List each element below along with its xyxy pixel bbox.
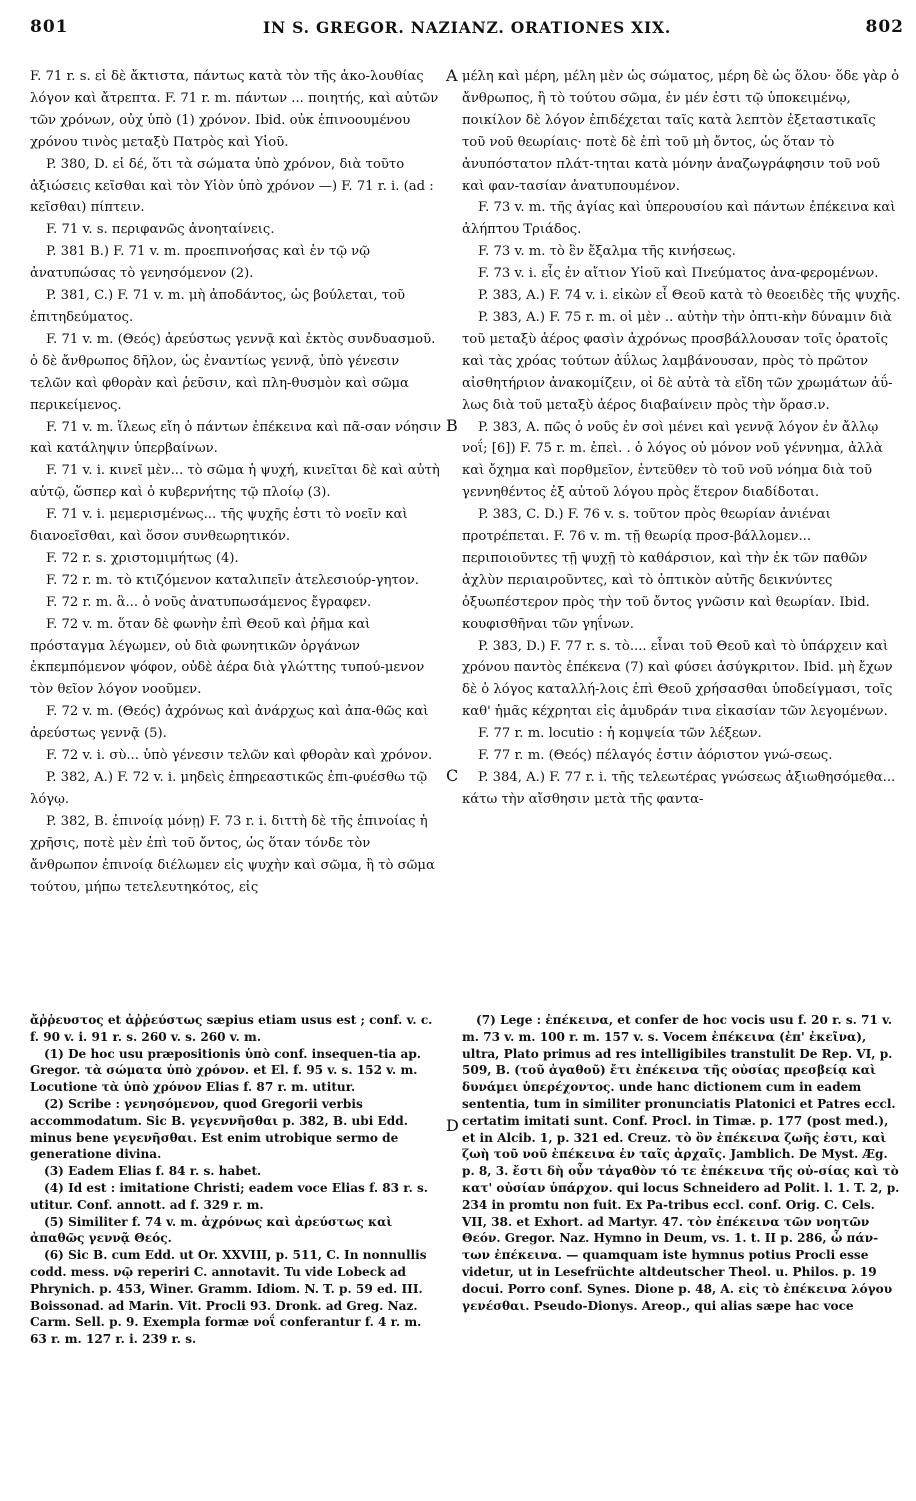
paragraph: P. 383, A. πῶς ὁ νοῦς ἐν σοὶ μένει καὶ γεννᾷ λόγον ἐν ἄλλῳ νοΐ; [6]) F. 75 r. m. ἐπεὶ. . ὁ λόγος οὐ μόνον νοῦ γέννημα, ἀλλὰ καὶ ὄχημα καὶ πορθμεῖον, ἐντεῦθεν τὸ τοῦ νοῦ νόημα διὰ τοῦ γεννηθέντος ἐξ αὐτοῦ λόγου πρὸς ἕτερον διαδίδοται. (462, 419, 883, 501)
paragraph: P. 383, A.) F. 74 v. i. εἰκὼν εἶ Θεοῦ κατὰ τὸ θεοειδὲς τῆς ψυχῆς. (478, 288, 901, 304)
margin-letter-d: D (446, 1116, 459, 1135)
running-title: IN S. GREGOR. NAZIANZ. ORATIONES XIX. (262, 17, 672, 37)
paragraph: P. 380, D. εἰ δέ, ὅτι τὰ σώματα ὑπὸ χρόνον, διὰ τοῦτο ἀξιώσεις κεῖσθαι καὶ τὸν Υἱὸν ὑπὸ χρόνον —) F. 71 r. i. (ad : κεῖσθαι) πίπτειν. (30, 156, 434, 216)
paragraph: F. 71 v. s. περιφανῶς ἀνοηταίνεις. (46, 222, 275, 238)
footnote: ἄῤῥευστος et ἀῤῥεύστως sæpius etiam usus est ; conf. v. c. f. 90 v. i. 91 r. s. 260 v. s. 260 v. m. (30, 1013, 433, 1044)
paragraph: F. 72 v. i. σὺ... ὑπὸ γένεσιν τελῶν καὶ φθορὰν καὶ χρόνον. (46, 748, 433, 764)
paragraph: P. 381 B.) F. 71 v. m. προεπινοήσας καὶ ἐν τῷ νῷ ἀνατυπώσας τὸ γενησόμενον (2). (30, 244, 370, 282)
paragraph: F. 71 v. i. κινεῖ μὲν... τὸ σῶμα ἡ ψυχή, κινεῖται δὲ καὶ αὐτὴ αὐτῷ, ὥσπερ καὶ ὁ κυβερνήτης τῷ πλοίῳ (3). (30, 463, 440, 501)
paragraph: P. 382, A.) F. 72 v. i. μηδεὶς ἐπηρεαστικῶς ἐπι-φυέσθω τῷ λόγῳ. (30, 770, 428, 807)
paragraph: F. 72 v. m. ὅταν δὲ φωνὴν ἐπὶ Θεοῦ καὶ ῥῆμα καὶ πρόσταγμα λέγωμεν, οὐ διὰ φωνητικῶν ὀργάνων ἐκπεμπόμενον ψόφον, οὐδὲ ἀέρα διὰ γλώττης τυπού-μενον τὸν θεῖον λόγον νοοῦμεν. (30, 616, 425, 698)
paragraph: F. 72 r. m. ἃ... ὁ νοῦς ἀνατυπωσάμενος ἔγραφεν. (46, 594, 372, 610)
running-header (30, 14, 904, 40)
paragraph: F. 71 r. s. εἰ δὲ ἄκτιστα, πάντως κατὰ τὸν τῆς ἀκο-λουθίας λόγον καὶ ἄτρεπτα. F. 71 r. m. πάντων ... ποιητής, καὶ αὐτῶν τῶν χρόνων, οὐχ ὑπὸ (1) χρόνον. Ibid. οὐκ ἐπινοουμένου χρόνου τινὸς μεταξὺ Πατρὸς καὶ Υἱοῦ. (30, 69, 439, 150)
paragraph: P. 381, C.) F. 71 v. m. μὴ ἀποδάντος, ὡς βούλεται, τοῦ ἐπιτηδεύματος. (30, 288, 406, 325)
page-number-left: 801 (30, 17, 69, 37)
paragraph: F. 72 v. m. (Θεός) ἀχρόνως καὶ ἀνάρχως καὶ ἀπα-θῶς καὶ ἀρεύστως γεννᾷ (5). (30, 704, 429, 742)
right-text-column (462, 66, 902, 811)
footnote: (7) Lege : ἐπέκεινα, et confer de hoc vocis usu f. 20 r. s. 71 v. m. 73 v. m. 100 r. m. 157 v. s. Vocem ἐπέκεινα (ἐπ' ἐκεῖνα), ultra, Plato primus ad res intelligibiles transtulit De Rep. VI, p. 509, B. (τοῦ ἀγαθοῦ) ἔτι ἐπέκεινα τῆς οὐσίας πρεσβείᾳ καὶ δυνάμει ὑπερέχοντος. unde hanc dictionem cum in eadem sententia, tum in similiter pronunciatis Platonici et Patres eccl. certatim imitati sunt. Conf. Procl. in Timæ. p. 177 (post med.), et in Alcib. 1, p. 321 ed. Creuz. τὸ ὂν ἐπέκεινα ζωῆς ἐστι, καὶ ζωὴ τοῦ νοῦ ἐπέκεινα ἐν ταῖς ἀρχαῖς. Jamblich. De Myst. Æg. p. 8, 3. ἔστι δὴ οὖν τἀγαθὸν τό τε ἐπέκεινα τῆς οὐ-σίας καὶ τὸ κατ' οὐσίαν ὑπάρχον. qui locus Schneidero ad Polit. l. 1. T. 2, p. 234 in promtu non fuit. Ex Pa-tribus eccl. conf. Orig. C. Cels. VII, 38. et Exhort. ad Martyr. 47. τὸν ἐπέκεινα τῶν νοητῶν Θεόν. Gregor. Naz. Hymno in Deum, vs. 1. t. II p. 286, ὦ πάν-των ἐπέκεινα. — quamquam iste hymnus potius Procli esse videtur, ut in Lesefrüchte altdeutscher Theol. u. Philos. p. 19 docui. Porro conf. Synes. Dione p. 48, A. εἰς τὸ ἐπέκεινα λόγου γενέσθαι. Pseudo-Dionys. Areop., qui alias sæpe hac voce (462, 1013, 900, 1313)
paragraph: F. 73 v. i. εἷς ἐν αἴτιον Υἱοῦ καὶ Πνεύματος ἀνα-φερομένων. (478, 266, 879, 282)
paragraph: μέλη καὶ μέρη, μέλη μὲν ὡς σώματος, μέρη δὲ ὡς ὅλου· ὅδε γὰρ ὁ ἄνθρωπος, ἢ τὸ τούτου σῶμα, ἐν μέν ἐστι τῷ ὑποκειμένῳ, ποικίλον δὲ λόγον ἐπιδέχεται ταῖς κατὰ λεπτὸν ἐξεταστικαῖς τοῦ νοῦ θεωρίαις· ποτὲ δὲ ἐπὶ τοῦ μὴ ὄντος, ὡς ὅταν τὸ ἀνυπόστατον πλάτ-τηται κατὰ μόνην ἀναζωγράφησιν τοῦ νοῦ καὶ φαν-τασίαν ἀνατυπουμένον. (462, 69, 900, 194)
paragraph: F. 73 v. m. τῆς ἁγίας καὶ ὑπερουσίου καὶ πάντων ἐπέκεινα καὶ ἀλήπτου Τριάδος. (462, 200, 896, 238)
paragraph: P. 383, A.) F. 75 r. m. οἱ μὲν .. αὐτὴν τὴν ὀπτι-κὴν δύναμιν διὰ τοῦ μεταξὺ ἀέρος φασὶν ἀχρόνως προσβάλλουσαν τοῖς ὁρατοῖς καὶ τὰς χρόας τούτων ἀΰλως λαμβάνουσαν, πρὸς τὸ πρῶτον αἰσθητήριον ἀνακομίζειν, οἱ δὲ αὐτὰ τὰ εἴδη τῶν χρωμάτων ἀΰ-λως διὰ τοῦ μεταξὺ ἀέρος διαβαίνειν πρὸς τὴν ὅρασ.ν. (462, 309, 893, 413)
margin-letter-c: C (446, 766, 459, 785)
paragraph: P. 382, B. ἐπινοίᾳ μόνῃ) F. 73 r. i. διττὴ δὲ τῆς ἐπινοίας ἡ χρῆσις, ποτὲ μὲν ἐπὶ τοῦ ὄντος, ὡς ὅταν τόνδε τὸν ἄνθρωπον ἐπινοίᾳ διέλωμεν εἰς ψυχὴν καὶ σῶμα, ἢ τὸ σῶμα τούτου, μήπω τετελευτηκότος, εἰς (30, 813, 435, 895)
footnote: (4) Id est : imitatione Christi; eadem voce Elias f. 83 r. s. utitur. Conf. annott. ad f. 329 r. m. (30, 1180, 429, 1212)
paragraph: P. 383, C. D.) F. 76 v. s. τοῦτον πρὸς θεωρίαν ἀνιέναι προτρέπεται. F. 76 v. m. τῇ θεωρίᾳ προσ-βάλλομεν... περιποιοῦντες τῇ ψυχῇ τὸ καθάρσιον, καὶ τὴν ἐκ τῶν παθῶν ἀχλὺν περιαιροῦντες, καὶ τὸ ὀπτικὸν αὐτῆς δεικνύντες ὀξυωπέστερον πρὸς τὴν τοῦ ὄντος γνῶσιν καὶ θεωρίαν. Ibid. κουφισθῆναι τῶν γηΐνων. (462, 507, 870, 632)
paragraph: F. 71 v. m. ἵλεως εἴη ὁ πάντων ἐπέκεινα καὶ πᾶ-σαν νόησιν καὶ κατάληψιν ὑπερβαίνων. (30, 419, 442, 457)
footnote: (5) Similiter f. 74 v. m. ἀχρόνως καὶ ἀρεύστως καὶ ἀπαθῶς γεννᾷ Θεός. (30, 1214, 393, 1246)
paragraph: P. 383, D.) F. 77 r. s. τὸ.... εἶναι τοῦ Θεοῦ καὶ τὸ ὑπάρχειν καὶ χρόνου παντὸς ἐπέκενα (7) καὶ φύσει ἀσύγκριτον. Ibid. μὴ ἔχων δὲ ὁ λόγος καταλλή-λοις ἐπὶ Θεοῦ χρήσασθαι ὑποδείγμασι, τοῖς καθ' ἡμᾶς κέχρηται εἰς ἀμυδράν τινα εἰκασίαν τῶν λεγομένων. (462, 638, 893, 720)
margin-letter-b: B (446, 416, 458, 435)
footnote: (3) Eadem Elias f. 84 r. s. habet. (44, 1164, 262, 1179)
footnote: (2) Scribe : γενησόμενον, quod Gregorii verbis accommodatum. Sic B. γεγεννῆσθαι p. 382, B. ubi Edd. minus bene γεγενῆσθαι. Est enim utrobique sermo de generatione divina. (30, 1096, 408, 1162)
paragraph: F. 72 r. m. τὸ κτιζόμενον καταλιπεῖν ἀτελεσιούρ-γητον. (46, 572, 419, 588)
footnote: (1) De hoc usu præpositionis ὑπὸ conf. insequen-tia ap. Gregor. τὰ σώματα ὑπὸ χρόνον. et El. f. 95 v. s. 152 v. m. Locutione τὰ ὑπὸ χρόνον Elias f. 87 r. m. utitur. (30, 1046, 422, 1095)
page-number-right: 802 (865, 17, 904, 37)
paragraph: P. 384, A.) F. 77 r. i. τῆς τελεωτέρας γνώσεως ἀξιωθησόμεθα... κάτω τὴν αἴσθησιν μετὰ τῆς φαντα- (462, 770, 896, 807)
footnotes-left (30, 1012, 442, 1348)
paragraph: F. 73 v. m. τὸ ἓν ἔξαλμα τῆς κινήσεως. (478, 244, 736, 260)
paragraph: F. 77 r. m. (Θεός) πέλαγός ἐστιν ἀόριστον γνώ-σεως. (478, 748, 833, 764)
footnote: (6) Sic B. cum Edd. ut Or. XXVIII, p. 511, C. In nonnullis codd. mess. νῷ reperiri C. annotavit. Tu vide Lobeck ad Phrynich. p. 453, Winer. Gramm. Idiom. N. T. p. 59 ed. III. Boissonad. ad Marin. Vit. Procli 93. Dronk. ad Greg. Naz. Carm. Sell. p. 9. Exempla formæ νοΐ conferantur f. 4 r. m. 63 r. m. 127 r. i. 239 r. s. (30, 1248, 427, 1347)
paragraph: F. 72 r. s. χριστομιμήτως (4). (46, 550, 239, 566)
paragraph: F. 71 v. m. (Θεός) ἀρεύστως γεννᾷ καὶ ἐκτὸς συνδυασμοῦ. ὁ δὲ ἄνθρωπος δῆλον, ὡς ἐναντίως γεννᾷ, ὑπὸ γένεσιν τελῶν καὶ φθορὰν καὶ ῥεῦσιν, καὶ πλη-θυσμὸν καὶ σῶμα περικείμενος. (30, 331, 436, 413)
margin-letter-a: A (446, 66, 458, 85)
paragraph: F. 77 r. m. locutio : ἡ κομψεία τῶν λέξεων. (478, 726, 762, 742)
paragraph: F. 71 v. i. μεμερισμένως... τῆς ψυχῆς ἐστι τὸ νοεῖν καὶ διανοεῖσθαι, καὶ ὅσον συνθεωρητικόν. (30, 507, 408, 545)
left-text-column (30, 66, 442, 898)
footnotes-right (462, 1012, 902, 1314)
